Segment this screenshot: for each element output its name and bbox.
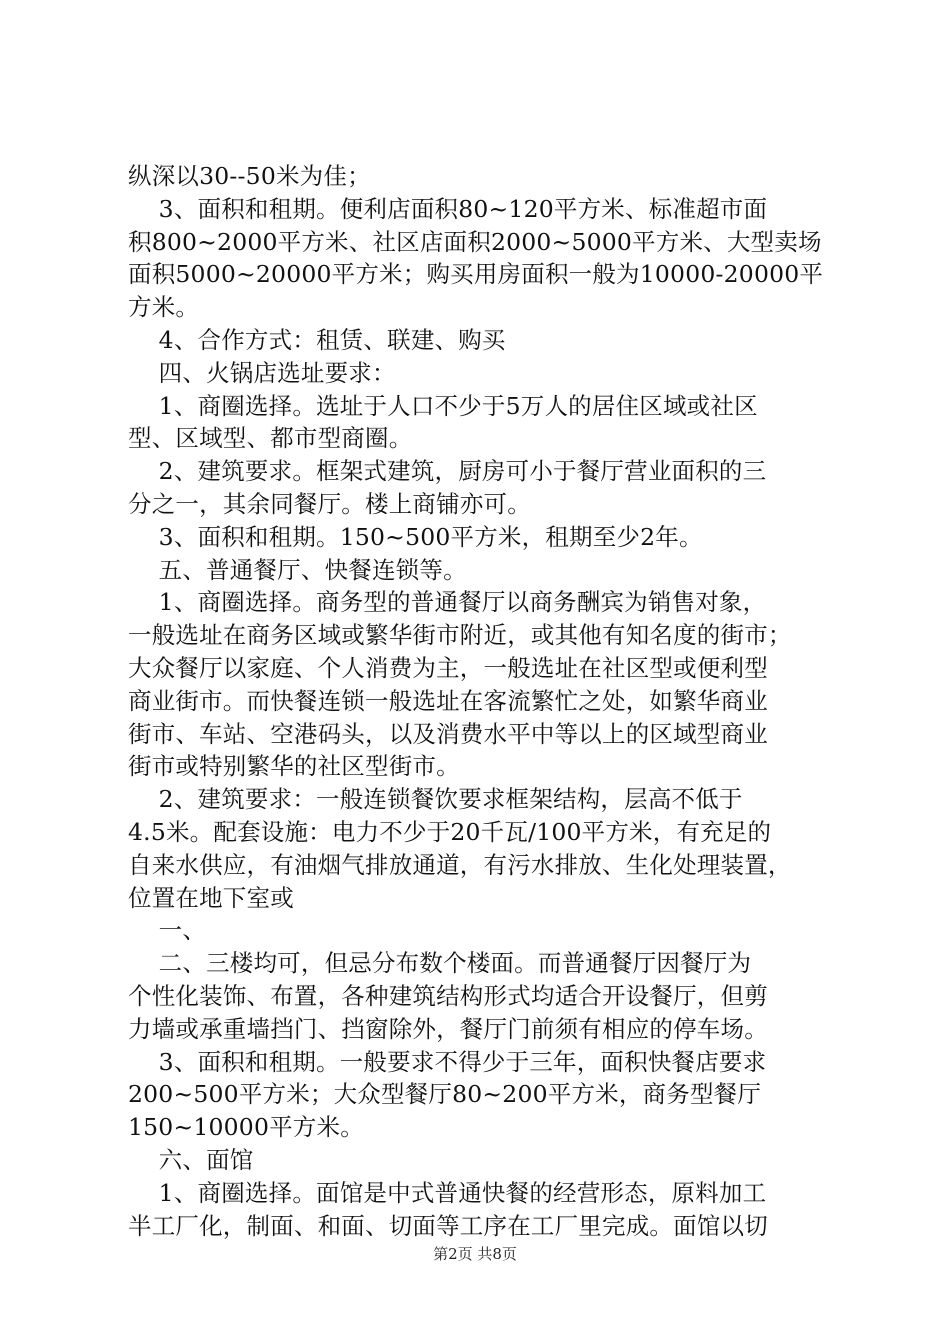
text-line: 面积5000~20000平方米；购买用房面积一般为10000-20000平 xyxy=(128,260,824,289)
text-line: 街市或特别繁华的社区型街市。 xyxy=(128,752,460,781)
text-line: 4.5米。配套设施：电力不少于20千瓦/100平方米，有充足的 xyxy=(128,817,772,846)
page-footer: 第2页 共8页 xyxy=(433,1245,517,1263)
text-line: 2、建筑要求：一般连锁餐饮要求框架结构，层高不低于 xyxy=(128,785,743,814)
text-line: 大众餐厅以家庭、个人消费为主，一般选址在社区型或便利型 xyxy=(128,653,768,682)
text-line: 六、面馆 xyxy=(128,1145,254,1174)
text-line: 3、面积和租期。便利店面积80~120平方米、标准超市面 xyxy=(128,194,768,223)
text-line: 四、火锅店选址要求： xyxy=(128,358,396,387)
text-line: 方米。 xyxy=(128,293,200,322)
text-line: 分之一，其余同餐厅。楼上商铺亦可。 xyxy=(128,489,531,518)
text-line: 力墙或承重墙挡门、挡窗除外，餐厅门前须有相应的停车场。 xyxy=(128,1014,768,1043)
document-body xyxy=(128,160,834,1242)
text-line: 150~10000平方米。 xyxy=(128,1113,364,1142)
text-line: 一般选址在商务区域或繁华街市附近，或其他有知名度的街市； xyxy=(128,621,792,650)
text-line: 一、 xyxy=(128,916,207,945)
text-line: 位置在地下室或 xyxy=(128,883,294,912)
text-line: 个性化装饰、布置，各种建筑结构形式均适合开设餐厅，但剪 xyxy=(128,981,768,1010)
text-line: 街市、车站、空港码头，以及消费水平中等以上的区域型商业 xyxy=(128,719,768,748)
text-line: 3、面积和租期。一般要求不得少于三年，面积快餐店要求 xyxy=(128,1047,767,1076)
text-line: 五、普通餐厅、快餐连锁等。 xyxy=(128,555,467,584)
text-line: 纵深以30--50米为佳； xyxy=(128,162,371,190)
text-line: 商业街市。而快餐连锁一般选址在客流繁忙之处，如繁华商业 xyxy=(128,686,768,715)
text-line: 1、商圈选择。选址于人口不少于5万人的居住区域或社区 xyxy=(128,391,758,420)
text-line: 自来水供应，有油烟气排放通道，有污水排放、生化处理装置， xyxy=(128,850,792,879)
text-line: 1、商圈选择。商务型的普通餐厅以商务酬宾为销售对象， xyxy=(128,588,767,617)
text-line: 二、三楼均可，但忌分布数个楼面。而普通餐厅因餐厅为 xyxy=(128,949,752,978)
text-line: 半工厂化，制面、和面、切面等工序在工厂里完成。面馆以切 xyxy=(128,1211,768,1240)
text-line: 积800~2000平方米、社区店面积2000~5000平方米、大型卖场 xyxy=(128,227,822,256)
text-line: 4、合作方式：租赁、联建、购买 xyxy=(128,325,506,354)
text-line: 200~500平方米；大众型餐厅80~200平方米，商务型餐厅 xyxy=(128,1080,762,1109)
text-line: 型、区域型、都市型商圈。 xyxy=(128,424,413,453)
text-line: 1、商圈选择。面馆是中式普通快餐的经营形态，原料加工 xyxy=(128,1178,767,1207)
text-line: 2、建筑要求。框架式建筑，厨房可小于餐厅营业面积的三 xyxy=(128,457,767,486)
text-line: 3、面积和租期。150~500平方米，租期至少2年。 xyxy=(128,522,703,551)
